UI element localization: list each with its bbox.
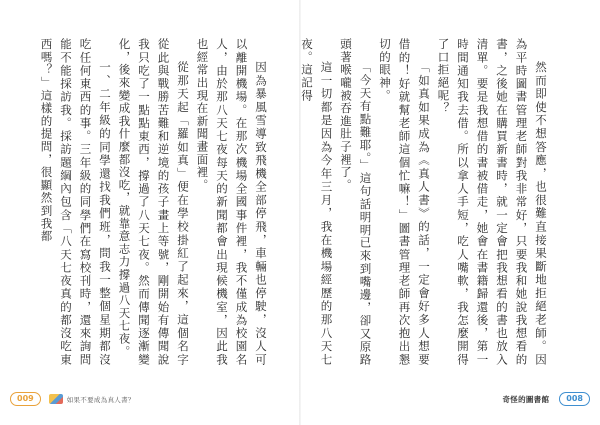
- left-page-footer: [10, 391, 135, 407]
- right-page: [300, 0, 600, 425]
- right-page-body-text: [300, 38, 550, 366]
- running-title: 奇怪的圖書館: [502, 394, 550, 404]
- paragraph: 一、二年級的同學還找我們班，問我一整個星期都沒吃任何東西的事。三年級的同學們在寫校刊時，還來詢問能不能採訪我。採訪題綱內包含「八天七夜真的都沒吃東西嗎？」這樣的提問，很顯然到我都: [39, 38, 112, 366]
- paragraph: 這一切都是因為今年三月，我在機場經歷的那八天七夜。這記得: [300, 38, 334, 366]
- running-title: 如果不要成為真人書？: [66, 395, 135, 404]
- paragraph: 因為暴風雪導致飛機全部停飛，車輛也停駛，沒人可以離開機場。在那次機場全國事件裡，我不僅成為校園名人，由於那八天七夜每天的新聞都會出現候機室，因此我也經常出現在新聞畫面裡。: [195, 38, 268, 366]
- page-number: 008: [559, 392, 590, 406]
- left-page-body-text: [39, 38, 270, 366]
- paragraph: 然而即使不想答應，也很難直接果斷地拒絕老師。因為平時圖書管理老師對我非常好，只要我和她說我想看的書，之後她在購買新書時，就一定會把我想看的書也放入清單。要是我想借的書被借走，她會在書籍歸還後，第一時間通知我去借。所以拿人手短，吃人嘴軟，我怎麼開得了口拒絕呢？: [436, 38, 548, 366]
- series-logo-icon: [49, 394, 63, 404]
- page-number: 009: [10, 392, 41, 406]
- paragraph: 「如真如果成為《真人書》的話，一定會好多人想要借的！好就幫老師這個忙嘛！」圖書管理老師再次抱出懇切的眼神。: [378, 38, 431, 366]
- paragraph: 從那天起「羅如真」便在學校掛紅了起來，這個名字從此與戰勝苦難和逆境的孩子畫上等號，剛開始有傳聞說我只吃了一點點東西，撐過了八天七夜。然而傳聞逐漸變化，後來變成我什麼都沒吃，就靠意志力撐過八天七夜。: [117, 38, 190, 366]
- paragraph: 「今天有點難耶。」這句話明明已來到嘴邊，卻又原路頭著喉嚨被吞進肚子裡了。: [339, 38, 373, 366]
- right-page-footer: [502, 391, 590, 407]
